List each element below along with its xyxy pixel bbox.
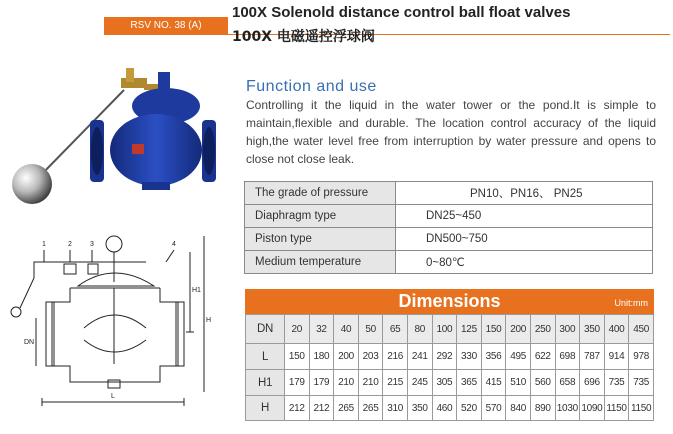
spec-row — [245, 251, 653, 274]
dimensions-cell: 978 — [629, 344, 654, 370]
dimensions-cell: 787 — [580, 344, 605, 370]
dimensions-row — [246, 396, 654, 421]
dim-h1-label: H1 — [192, 287, 201, 294]
valve-photo — [6, 60, 228, 210]
dimensions-cell: 32 — [309, 315, 334, 344]
dimensions-cell: 150 — [481, 315, 506, 344]
dimensions-cell: 150 — [285, 344, 310, 370]
function-heading: Function and use — [246, 78, 377, 95]
dim-l-label: L — [111, 393, 115, 400]
page-title-cn: 100X 电磁遥控浮球阀 — [232, 29, 375, 45]
dimensions-cell: 1150 — [604, 396, 629, 421]
function-description: Controlling it the liquid in the water tower or the pond.It is simple to maintain,flexible and durable. The location control accuracy of the liquid high,the water level free from interruption by water pressure and opens to close not close leak. — [246, 98, 656, 166]
dimensions-cell: 305 — [432, 370, 457, 396]
callout-1: 1 — [42, 241, 46, 248]
dimensions-cell: 215 — [383, 370, 408, 396]
dimensions-cell: 265 — [358, 396, 383, 421]
callout-2: 2 — [68, 241, 72, 248]
spec-row — [245, 205, 653, 228]
callout-4: 4 — [172, 241, 176, 248]
float-ball — [12, 164, 52, 204]
dimensions-cell: 840 — [506, 396, 531, 421]
dimensions-cell: 125 — [457, 315, 482, 344]
dimensions-cell: 1030 — [555, 396, 580, 421]
dimensions-cell: 698 — [555, 344, 580, 370]
dimensions-cell: 735 — [629, 370, 654, 396]
dimensions-cell: 450 — [629, 315, 654, 344]
spec-row — [245, 228, 653, 251]
valve-section-drawing — [6, 232, 224, 412]
dimensions-cell: 100 — [432, 315, 457, 344]
dimensions-cell: 250 — [530, 315, 555, 344]
dimensions-cell: 622 — [530, 344, 555, 370]
dimensions-cell: 914 — [604, 344, 629, 370]
spec-label: Medium temperature — [245, 251, 396, 274]
dimensions-cell: 210 — [358, 370, 383, 396]
dimensions-cell: 40 — [334, 315, 359, 344]
dimensions-row-label: H1 — [246, 370, 285, 396]
dimensions-row-label: H — [246, 396, 285, 421]
dimensions-row-label: L — [246, 344, 285, 370]
spec-label: Piston type — [245, 228, 396, 251]
spec-label: Diaphragm type — [245, 205, 396, 228]
dimensions-cell: 520 — [457, 396, 482, 421]
dimensions-cell: 495 — [506, 344, 531, 370]
dimensions-cell: 241 — [407, 344, 432, 370]
dimensions-cell: 560 — [530, 370, 555, 396]
dimensions-cell: 890 — [530, 396, 555, 421]
dimensions-cell: 179 — [309, 370, 334, 396]
dimensions-cell: 460 — [432, 396, 457, 421]
spec-value: PN10、PN16、 PN25 — [396, 182, 653, 205]
dimensions-cell: 400 — [604, 315, 629, 344]
dimensions-cell: 20 — [285, 315, 310, 344]
dimensions-cell: 80 — [407, 315, 432, 344]
dim-dn-label: DN — [24, 339, 35, 346]
dimensions-cell: 510 — [506, 370, 531, 396]
dimensions-cell: 415 — [481, 370, 506, 396]
dimensions-cell: 356 — [481, 344, 506, 370]
dimensions-title: Dimensions — [398, 291, 501, 311]
spec-row — [245, 182, 653, 205]
dim-h-label: H — [206, 317, 212, 324]
dimensions-cell: 180 — [309, 344, 334, 370]
dimensions-cell: 300 — [555, 315, 580, 344]
dimensions-cell: 212 — [309, 396, 334, 421]
dimensions-cell: 200 — [506, 315, 531, 344]
dimensions-cell: 330 — [457, 344, 482, 370]
dimensions-cell: 203 — [358, 344, 383, 370]
dimensions-cell: 1150 — [629, 396, 654, 421]
dimensions-cell: 350 — [407, 396, 432, 421]
page-title-en: 100X Solenold distance control ball float valves — [232, 4, 571, 21]
dimensions-cell: 658 — [555, 370, 580, 396]
spec-value: DN500~750 — [396, 228, 653, 251]
dimensions-cell: 310 — [383, 396, 408, 421]
dimensions-row — [246, 315, 654, 344]
spec-table — [244, 181, 653, 274]
dimensions-cell: 350 — [580, 315, 605, 344]
dimensions-cell: 365 — [457, 370, 482, 396]
dimensions-cell: 1090 — [580, 396, 605, 421]
dimensions-unit: Unit:mm — [614, 298, 648, 308]
dimensions-cell: 50 — [358, 315, 383, 344]
dimensions-cell: 265 — [334, 396, 359, 421]
dimensions-table — [245, 314, 654, 421]
dimensions-header — [245, 289, 654, 314]
dimensions-cell: 245 — [407, 370, 432, 396]
dimensions-cell: 179 — [285, 370, 310, 396]
dimensions-cell: 570 — [481, 396, 506, 421]
dimensions-cell: 212 — [285, 396, 310, 421]
dimensions-cell: 65 — [383, 315, 408, 344]
dimensions-cell: 735 — [604, 370, 629, 396]
model-badge: RSV NO. 38 (A) — [104, 17, 228, 35]
callout-3: 3 — [90, 241, 94, 248]
dimensions-row — [246, 344, 654, 370]
dimensions-cell: 210 — [334, 370, 359, 396]
dimensions-row — [246, 370, 654, 396]
dimensions-cell: 216 — [383, 344, 408, 370]
dimensions-cell: 200 — [334, 344, 359, 370]
dimensions-cell: 292 — [432, 344, 457, 370]
spec-label: The grade of pressure — [245, 182, 396, 205]
spec-value: DN25~450 — [396, 205, 653, 228]
dimensions-row-label: DN — [246, 315, 285, 344]
spec-value: 0~80℃ — [396, 251, 653, 274]
dimensions-cell: 696 — [580, 370, 605, 396]
